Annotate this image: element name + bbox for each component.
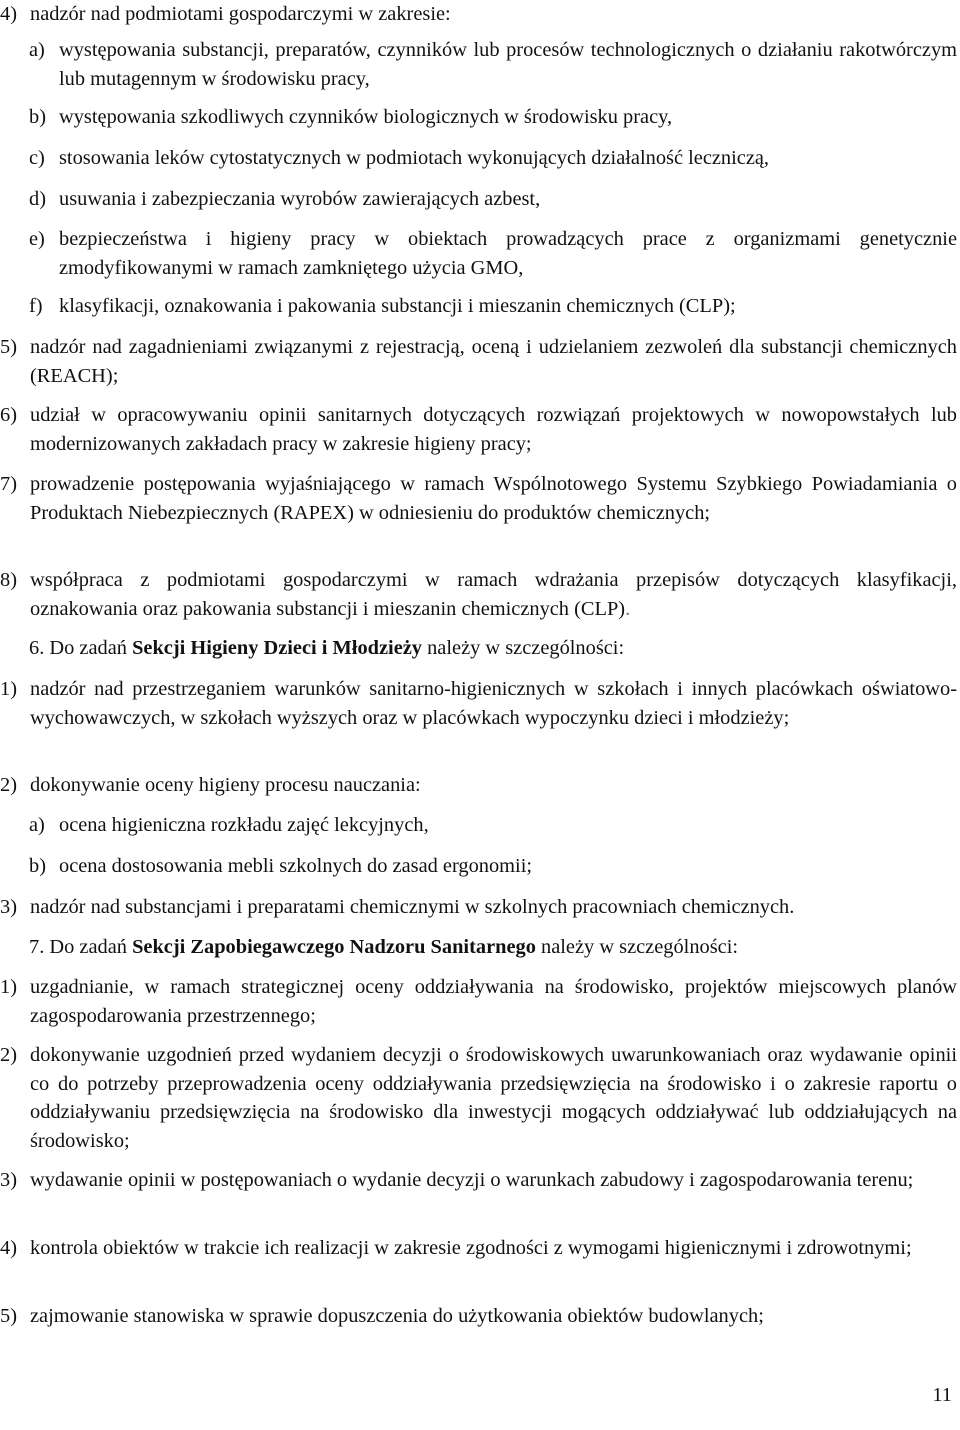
list-text: dokonywanie uzgodnień przed wydaniem decyzji o środowiskowych uwarunkowaniach oraz wydawanie opinii co do potrzeby przeprowadzenia oceny oddziaływania przedsięwzięcia na środowisko i o zakresie raportu o oddziaływaniu przedsięwzięcia na środowisko dla inwestycji mogących oddziaływać lub oddziałujących na środowisko; — [30, 1044, 957, 1152]
list-text: prowadzenie postępowania wyjaśniającego w ramach Wspólnotowego Systemu Szybkiego Powiadamiania o Produktach Niebezpiecznych (RAPEX) w odniesieniu do produktów chemicznych; — [30, 473, 957, 524]
list-item — [29, 185, 957, 214]
list-item — [29, 292, 957, 321]
list-number: d) — [29, 188, 46, 210]
list-number: 4) — [0, 3, 17, 25]
list-item — [0, 893, 957, 922]
list-number: 3) — [0, 1169, 17, 1191]
list-text: występowania substancji, preparatów, czynników lub procesów technologicznych o działaniu rakotwórczym lub mutagennym w środowisku pracy, — [59, 39, 957, 90]
list-text: kontrola obiektów w trakcie ich realizacji w zakresie zgodności z wymogami higienicznymi i zdrowotnymi; — [30, 1237, 912, 1259]
list-number: 5) — [0, 336, 17, 358]
list-text: ocena higieniczna rozkładu zajęć lekcyjnych, — [59, 814, 429, 836]
list-number: 2) — [0, 774, 17, 796]
section-prefix: Do zadań — [49, 637, 133, 659]
section-heading — [29, 933, 957, 962]
section-title: Sekcji Zapobiegawczego Nadzoru Sanitarnego — [132, 936, 536, 958]
list-text: bezpieczeństwa i higieny pracy w obiektach prowadzących prace z organizmami genetycznie zmodyfikowanymi w ramach zamkniętego użycia GMO, — [59, 228, 957, 279]
list-text: stosowania leków cytostatycznych w podmiotach wykonujących działalność leczniczą, — [59, 147, 770, 169]
list-number: b) — [29, 855, 46, 877]
list-number: a) — [29, 39, 45, 61]
list-item — [0, 566, 957, 623]
list-text: występowania szkodliwych czynników biologicznych w środowisku pracy, — [59, 106, 673, 128]
list-number: 8) — [0, 569, 17, 591]
trailing-dot: . — [625, 597, 631, 620]
list-number: 5) — [0, 1305, 17, 1327]
list-text: udział w opracowywaniu opinii sanitarnych dotyczących rozwiązań projektowych w nowopowstałych lub modernizowanych zakładach pracy w zakresie higieny pracy; — [30, 404, 957, 455]
list-number: 1) — [0, 678, 17, 700]
list-item — [29, 144, 957, 173]
list-item — [29, 36, 957, 93]
section-heading — [29, 634, 957, 663]
list-number: e) — [29, 228, 45, 250]
list-number: 4) — [0, 1237, 17, 1259]
list-number: 6) — [0, 404, 17, 426]
list-number: c) — [29, 147, 45, 169]
list-item — [0, 1041, 957, 1155]
list-item — [29, 811, 957, 840]
list-item — [0, 973, 957, 1030]
list-text: usuwania i zabezpieczania wyrobów zawierających azbest, — [59, 188, 541, 210]
list-item — [0, 771, 957, 800]
list-number: 2) — [0, 1044, 17, 1066]
list-text: nadzór nad podmiotami gospodarczymi w zakresie: — [30, 3, 451, 25]
list-item — [0, 1302, 957, 1331]
list-text-body: współpraca z podmiotami gospodarczymi w ramach wdrażania przepisów dotyczących klasyfikacji, oznakowania oraz pakowania substancji i mieszanin chemicznych (CLP) — [30, 569, 957, 620]
section-suffix: należy w szczególności: — [535, 936, 739, 958]
list-number: a) — [29, 814, 45, 836]
list-text: ocena dostosowania mebli szkolnych do zasad ergonomii; — [59, 855, 533, 877]
list-text: zajmowanie stanowiska w sprawie dopuszczenia do użytkowania obiektów budowlanych; — [30, 1305, 764, 1327]
list-text: klasyfikacji, oznakowania i pakowania substancji i mieszanin chemicznych (CLP); — [59, 295, 736, 317]
list-number: f) — [29, 295, 43, 317]
section-number: 6. — [29, 637, 45, 659]
list-text: nadzór nad przestrzeganiem warunków sanitarno-higienicznych w szkołach i innych placówkach oświatowo-wychowawczych, w szkołach wyższych oraz w placówkach wypoczynku dzieci i młodzieży; — [30, 678, 957, 729]
list-text: dokonywanie oceny higieny procesu nauczania: — [30, 774, 421, 796]
list-item — [0, 0, 957, 29]
section-title: Sekcji Higieny Dzieci i Młodzieży — [132, 637, 423, 659]
list-text: uzgadnianie, w ramach strategicznej oceny oddziaływania na środowisko, projektów miejscowych planów zagospodarowania przestrzennego; — [30, 976, 957, 1027]
list-number: 7) — [0, 473, 17, 495]
list-number: 3) — [0, 896, 17, 918]
list-item — [0, 675, 957, 732]
list-text — [30, 566, 957, 623]
list-item — [29, 852, 957, 881]
list-item — [0, 333, 957, 390]
list-item — [0, 401, 957, 458]
list-item — [29, 225, 957, 282]
list-number: b) — [29, 106, 46, 128]
list-text: nadzór nad substancjami i preparatami chemicznymi w szkolnych pracowniach chemicznych. — [30, 896, 795, 918]
list-item — [0, 1166, 957, 1195]
list-item — [0, 470, 957, 527]
section-number: 7. — [29, 936, 45, 958]
section-prefix: Do zadań — [49, 936, 133, 958]
list-item — [0, 1234, 957, 1263]
list-text: wydawanie opinii w postępowaniach o wydanie decyzji o warunkach zabudowy i zagospodarowania terenu; — [30, 1169, 914, 1191]
section-suffix: należy w szczególności: — [422, 637, 625, 659]
page-number: 11 — [932, 1384, 952, 1406]
list-text: nadzór nad zagadnieniami związanymi z rejestracją, oceną i udzielaniem zezwoleń dla substancji chemicznych (REACH); — [30, 336, 957, 387]
list-item — [29, 103, 957, 132]
list-number: 1) — [0, 976, 17, 998]
